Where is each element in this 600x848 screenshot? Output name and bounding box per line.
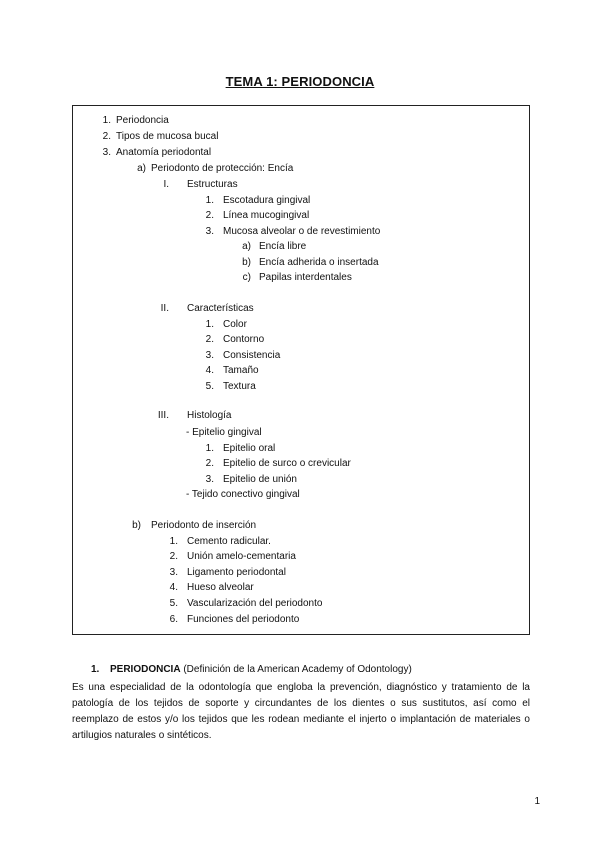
toc-item-text: Escotadura gingival [223,195,311,206]
document-title: TEMA 1: PERIODONCIA [225,74,375,89]
toc-item-text: Epitelio de surco o crevicular [223,458,351,469]
toc-item-marker: 1. [205,319,214,330]
toc-item-marker: 2. [169,551,178,562]
toc-item-text: Mucosa alveolar o de revestimiento [223,226,381,237]
section-paragraph: Es una especialidad de la odontología que engloba la prevención, diagnóstico y tratamiento de la patología de los tejidos de soporte y circundantes de los dientes o sus sustitutos, así como el reemplazo de estos y/o los tejidos que les rodean mediante el injerto o implantación de materiales o artilugios naturales o sintéticos. [72,682,530,741]
toc-item-marker: 2. [205,458,214,469]
toc-item-marker: 4. [169,582,178,593]
toc-item-text: - Epitelio gingival [186,427,262,438]
toc-item-marker: 5. [205,381,214,392]
toc-item-marker: 6. [169,614,178,625]
toc-item-marker: I. [163,179,169,190]
table-of-contents [72,105,530,635]
toc-item-marker: b) [242,257,251,268]
page-number: 1 [534,796,540,807]
toc-item-text: Histología [187,410,232,421]
toc-item-marker: 1. [102,115,111,126]
toc-item-marker: 3. [205,350,214,361]
section-title-main: PERIODONCIA [110,664,181,675]
toc-item-marker: 2. [205,334,214,345]
toc-item-text: Vascularización del periodonto [187,598,323,609]
toc-item-marker: 1. [205,195,214,206]
toc-item-text: Color [223,319,247,330]
toc-item-marker: 1. [205,443,214,454]
toc-item-marker: 3. [205,226,214,237]
toc-item-text: Cemento radicular. [187,536,271,547]
section-title-note: (Definición de la American Academy of Odontology) [183,664,412,675]
toc-item-text: Textura [223,381,256,392]
section-number: 1. [91,664,100,675]
toc-item-text: Periodonto de protección: Encía [151,163,294,174]
toc-item-text: Funciones del periodonto [187,614,300,625]
toc-item-marker: a) [242,241,251,252]
toc-item-text: Línea mucogingival [223,210,310,221]
toc-item-text: Estructuras [187,179,238,190]
toc-item-text: Ligamento periodontal [187,567,286,578]
toc-item-marker: 1. [169,536,178,547]
toc-item-text: Anatomía periodontal [116,147,212,158]
toc-item-text: Encía adherida o insertada [259,257,379,268]
toc-item-text: Tamaño [223,365,259,376]
toc-item-text: Consistencia [223,350,281,361]
toc-item-text: Características [187,303,254,314]
toc-item-text: Epitelio oral [223,443,276,454]
toc-item-text: Unión amelo-cementaria [187,551,296,562]
section-title [110,662,412,678]
toc-item-text: Contorno [223,334,265,345]
toc-item-marker: c) [242,272,251,283]
toc-item-marker: 5. [169,598,178,609]
toc-item-text: Periodonto de inserción [151,520,257,531]
toc-item-marker: 2. [102,131,111,142]
toc-item-text: Epitelio de unión [223,474,297,485]
toc-item-text: Papilas interdentales [259,272,352,283]
toc-item-marker: a) [137,163,146,174]
toc-item-text: - Tejido conectivo gingival [186,489,300,500]
toc-item-marker: II. [160,303,169,314]
toc-item-text: Periodoncia [116,115,169,126]
toc-item-marker: 3. [205,474,214,485]
toc-item-marker: b) [132,520,141,531]
toc-item-marker: III. [157,410,169,421]
toc-item-marker: 4. [205,365,214,376]
toc-item-text: Hueso alveolar [187,582,254,593]
toc-item-text: Tipos de mucosa bucal [116,131,219,142]
toc-item-text: Encía libre [259,241,307,252]
toc-item-marker: 2. [205,210,214,221]
toc-item-marker: 3. [169,567,178,578]
toc-item-marker: 3. [102,147,111,158]
